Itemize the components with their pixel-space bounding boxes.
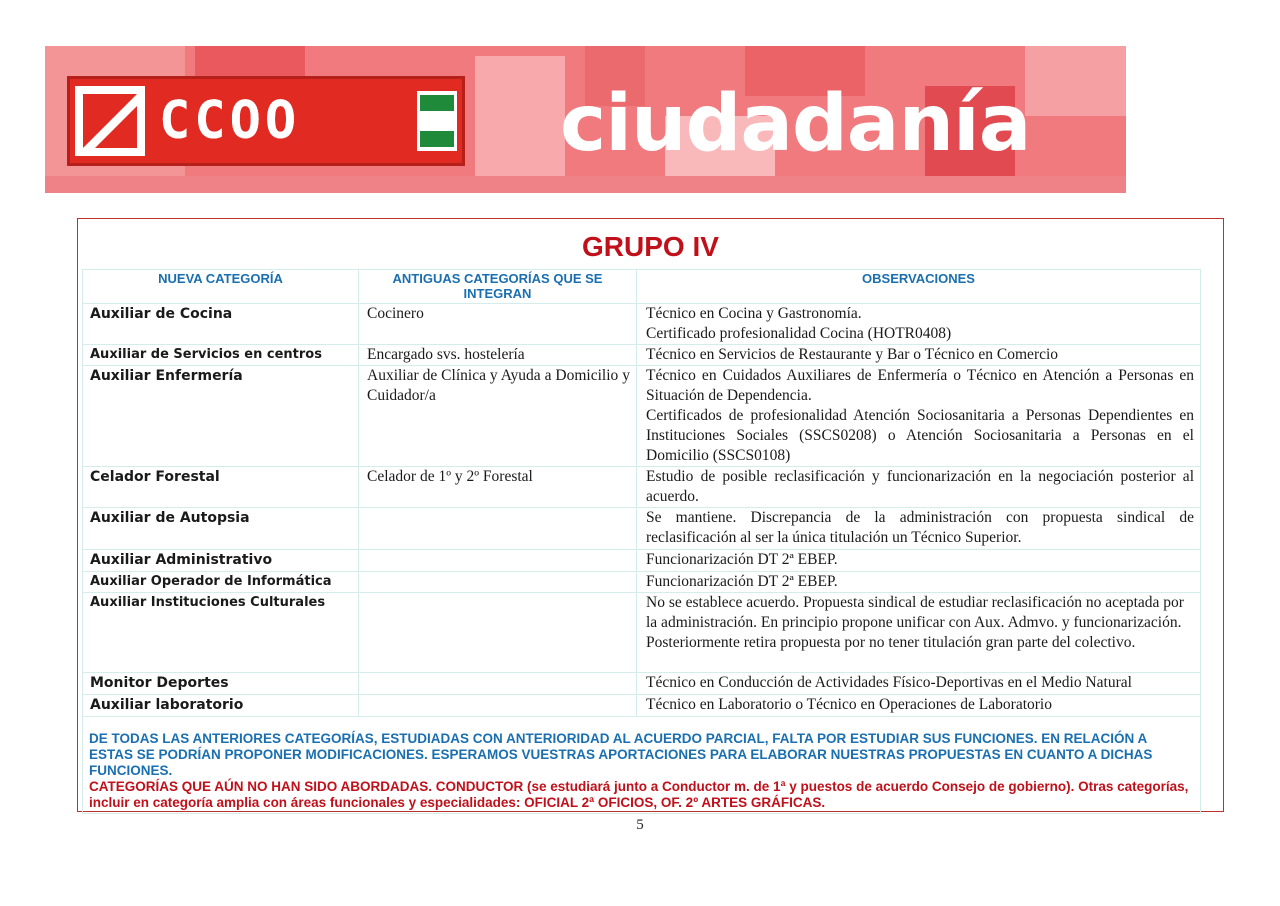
- old-category-cell: Encargado svs. hostelería: [359, 345, 637, 366]
- old-category-cell: Cocinero: [359, 304, 637, 345]
- observations-cell: [637, 345, 1201, 366]
- observation-line: Técnico en Conducción de Actividades Físico-Deportivas en el Medio Natural: [646, 674, 1132, 691]
- old-category-cell: Auxiliar de Clínica y Ayuda a Domicilio y Cuidador/a: [359, 366, 637, 467]
- table-row: [83, 304, 1201, 345]
- old-category-cell: [359, 673, 637, 695]
- observations-cell: [637, 508, 1201, 550]
- table-row: [83, 550, 1201, 572]
- page-number: 5: [636, 817, 644, 833]
- category-cell: Auxiliar de Cocina: [83, 304, 359, 345]
- categories-table: [82, 269, 1201, 814]
- category-cell: Auxiliar Administrativo: [83, 550, 359, 572]
- table-row: [83, 345, 1201, 366]
- observation-line: Funcionarización DT 2ª EBEP.: [646, 551, 838, 568]
- header-banner: [45, 46, 1126, 193]
- observations-cell: [637, 550, 1201, 572]
- observations-cell: [637, 304, 1201, 345]
- old-category-cell: [359, 695, 637, 717]
- observations-cell: [637, 673, 1201, 695]
- banner-title: ciudadanía: [560, 79, 1031, 169]
- observation-line: Técnico en Cocina y Gastronomía.: [646, 305, 862, 322]
- observations-cell: [637, 366, 1201, 467]
- logo-text: CCOO: [159, 91, 301, 151]
- old-category-cell: [359, 550, 637, 572]
- old-category-cell: [359, 593, 637, 673]
- note-pending-functions: DE TODAS LAS ANTERIORES CATEGORÍAS, ESTUDIADAS CON ANTERIORIDAD AL ACUERDO PARCIAL, FALTA POR ESTUDIAR SUS FUNCIONES. EN RELACIÓN A ESTAS SE PODRÍAN PROPONER MODIFICACIONES. ESPERAMOS VUESTRAS APORTACIONES PARA ELABORAR NUESTRAS PROPUESTAS EN CUANTO A DICHAS FUNCIONES.: [89, 731, 1153, 778]
- observation-line: Técnico en Servicios de Restaurante y Bar o Técnico en Comercio: [646, 346, 1059, 363]
- page-title: GRUPO IV: [582, 231, 719, 262]
- notes-cell: [83, 717, 1201, 814]
- category-cell: Auxiliar de Servicios en centros: [83, 345, 359, 366]
- observations-cell: [637, 467, 1201, 508]
- banner-decoration: [1025, 46, 1126, 116]
- content-frame: [77, 218, 1224, 812]
- ccoo-emblem-icon: [75, 86, 145, 156]
- observation-line: Certificados de profesionalidad Atención Sociosanitaria a Personas Dependientes en Instituciones Sociales (SSCS0208) o Atención Sociosanitaria a Personas en el Domicilio (SSCS0108): [646, 407, 1194, 464]
- category-cell: Auxiliar Operador de Informática: [83, 572, 359, 593]
- table-row: [83, 695, 1201, 717]
- category-cell: Celador Forestal: [83, 467, 359, 508]
- observation-line: Estudio de posible reclasificación y funcionarización en la negociación posterior al acuerdo.: [646, 468, 1194, 505]
- observation-line: Técnico en Laboratorio o Técnico en Operaciones de Laboratorio: [646, 696, 1052, 713]
- andalucia-flag-icon: [417, 91, 457, 151]
- observation-line: Certificado profesionalidad Cocina (HOTR0408): [646, 325, 952, 342]
- observations-cell: [637, 695, 1201, 717]
- category-cell: Auxiliar laboratorio: [83, 695, 359, 717]
- observation-line: Técnico en Cuidados Auxiliares de Enfermería o Técnico en Atención a Personas en Situación de Dependencia.: [646, 367, 1194, 404]
- banner-decoration: [475, 56, 565, 176]
- table-row: [83, 508, 1201, 550]
- table-row: [83, 572, 1201, 593]
- note-pending-categories: CATEGORÍAS QUE AÚN NO HAN SIDO ABORDADAS. CONDUCTOR (se estudiará junto a Conductor m. de 1ª y puestos de acuerdo Consejo de gobierno). Otras categorías, incluir en categoría amplia con áreas funcionales y especialidades: OFICIAL 2ª OFICIOS, OF. 2º ARTES GRÁFICAS.: [89, 779, 1189, 810]
- observation-line: Se mantiene. Discrepancia de la administración con propuesta sindical de reclasificación al ser la única titulación un Técnico Superior.: [646, 509, 1194, 546]
- observation-line: No se establece acuerdo. Propuesta sindical de estudiar reclasificación no aceptada por la administración. En principio propone unificar con Aux. Admvo. y funcionarización. Posteriormente retira propuesta por no tener titulación gran parte del colectivo.: [646, 594, 1184, 651]
- table-row: [83, 593, 1201, 673]
- old-category-cell: [359, 572, 637, 593]
- table-header-row: [83, 270, 1201, 304]
- table-row: [83, 467, 1201, 508]
- table-row: [83, 366, 1201, 467]
- ccoo-logo: [67, 76, 465, 166]
- category-cell: Monitor Deportes: [83, 673, 359, 695]
- banner-decoration: [45, 176, 1126, 193]
- column-header: NUEVA CATEGORÍA: [83, 270, 359, 304]
- category-cell: Auxiliar Instituciones Culturales: [83, 593, 359, 673]
- banner-decoration: [195, 46, 305, 76]
- column-header: OBSERVACIONES: [637, 270, 1201, 304]
- observations-cell: [637, 593, 1201, 673]
- observation-line: Funcionarización DT 2ª EBEP.: [646, 573, 838, 590]
- old-category-cell: Celador de 1º y 2º Forestal: [359, 467, 637, 508]
- old-category-cell: [359, 508, 637, 550]
- category-cell: Auxiliar Enfermería: [83, 366, 359, 467]
- column-header: ANTIGUAS CATEGORÍAS QUE SE INTEGRAN: [359, 270, 637, 304]
- table-row: [83, 673, 1201, 695]
- notes-row: [83, 717, 1201, 814]
- category-cell: Auxiliar de Autopsia: [83, 508, 359, 550]
- observations-cell: [637, 572, 1201, 593]
